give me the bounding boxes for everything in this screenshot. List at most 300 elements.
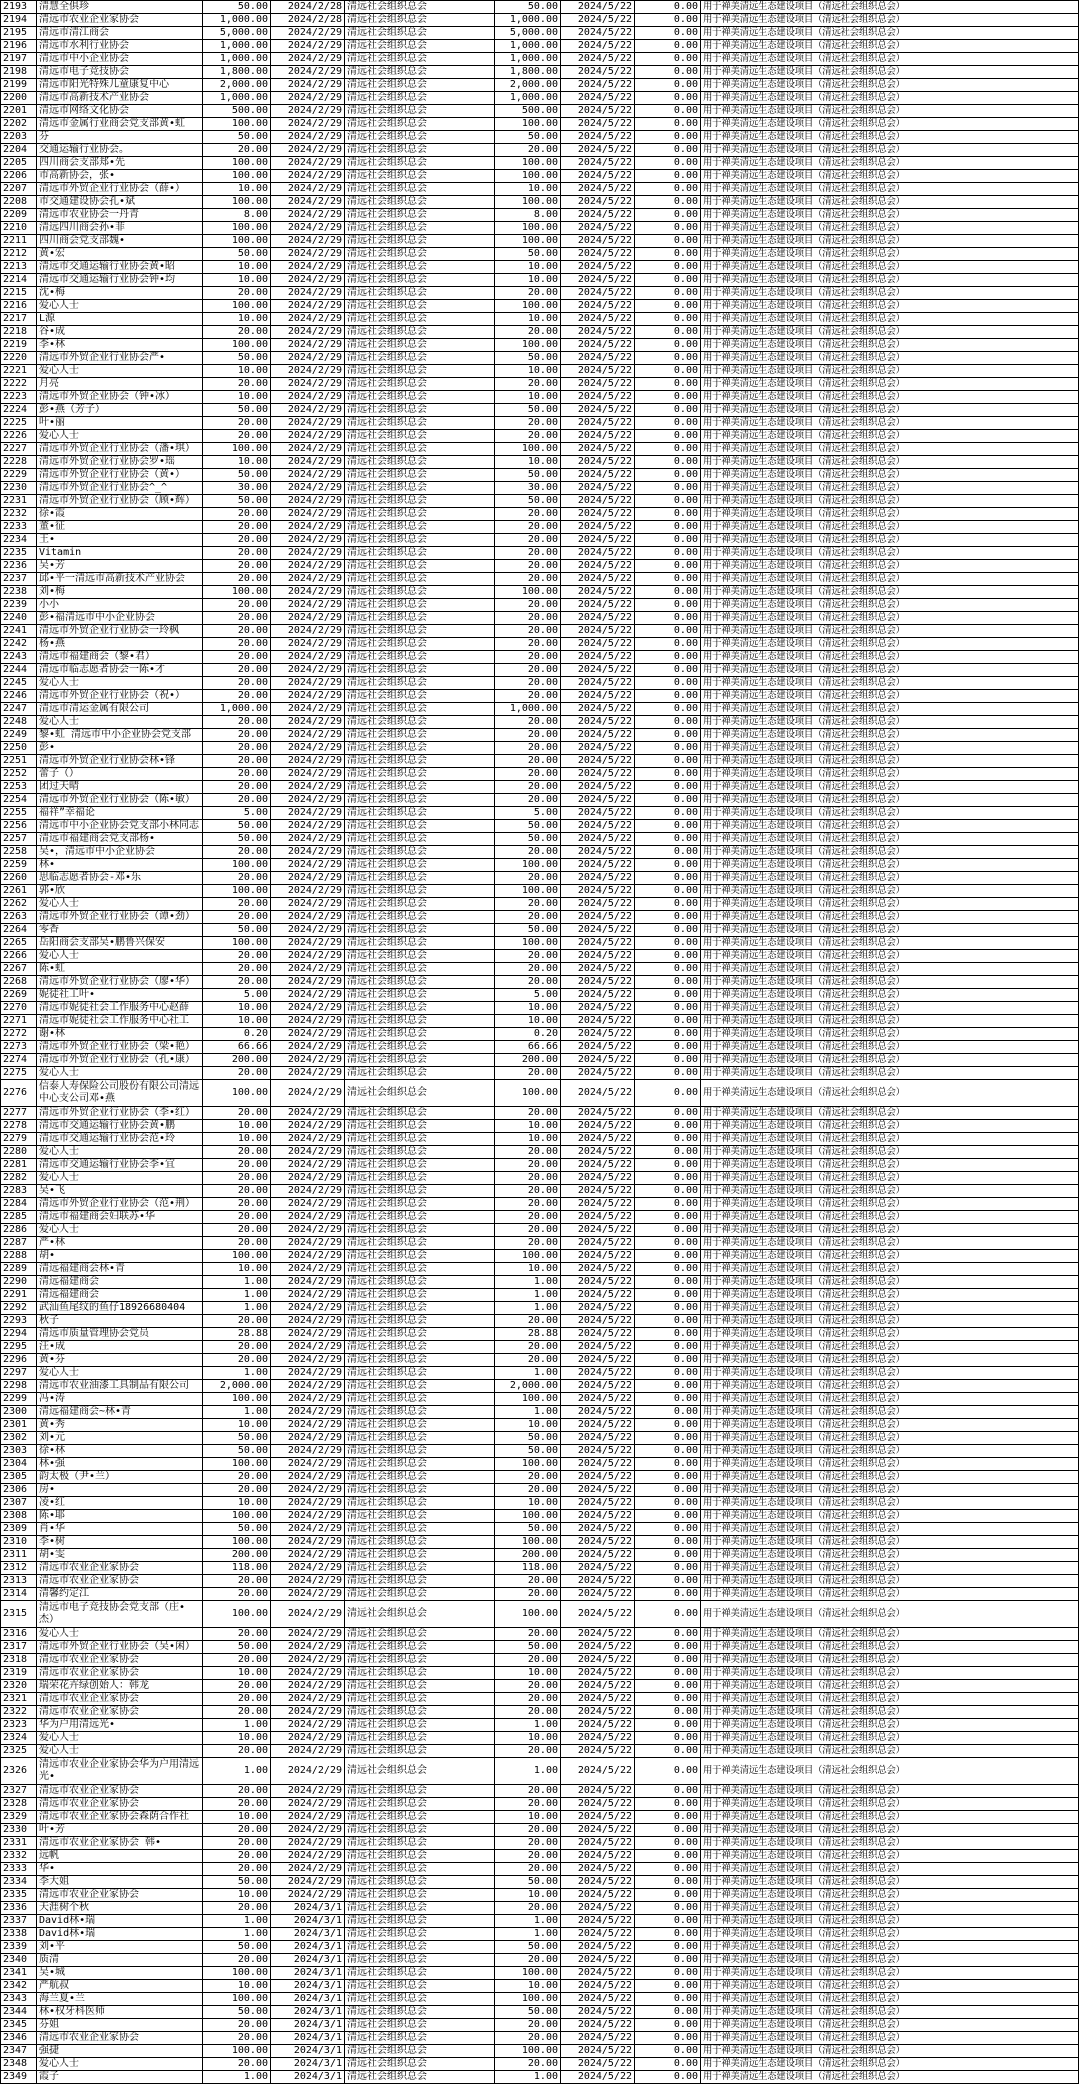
balance-cell: 0.00 [635, 144, 701, 157]
balance-cell: 0.00 [635, 495, 701, 508]
table-row [1, 1928, 1079, 1941]
donation-amount-cell: 100.00 [203, 118, 271, 131]
row-number-cell: 2271 [1, 1015, 37, 1028]
row-number-cell: 2226 [1, 430, 37, 443]
recipient-org-cell: 清远社会组织总会 [345, 1915, 495, 1928]
donor-name-cell: 爱心人士 [37, 1732, 203, 1745]
used-amount-cell: 10.00 [495, 1980, 561, 1993]
row-number-cell: 2272 [1, 1028, 37, 1041]
row-number-cell: 2223 [1, 391, 37, 404]
purpose-cell: 用于禅美清远生态建设项目（清远社会组织总会） [701, 2071, 1079, 2084]
row-number-cell: 2213 [1, 261, 37, 274]
recipient-org-cell: 清远社会组织总会 [345, 1641, 495, 1654]
purpose-cell: 用于禅美清远生态建设项目（清远社会组织总会） [701, 1758, 1079, 1785]
recipient-org-cell: 清远社会组织总会 [345, 1876, 495, 1889]
row-number-cell: 2280 [1, 1146, 37, 1159]
donation-amount-cell: 100.00 [203, 300, 271, 313]
recipient-org-cell: 清远社会组织总会 [345, 1315, 495, 1328]
use-date-cell: 2024/5/22 [561, 1562, 635, 1575]
table-row [1, 898, 1079, 911]
recipient-org-cell: 清远社会组织总会 [345, 1497, 495, 1510]
donor-name-cell: 谷•成 [37, 326, 203, 339]
recipient-org-cell: 清远社会组织总会 [345, 1798, 495, 1811]
row-number-cell: 2310 [1, 1536, 37, 1549]
use-date-cell: 2024/5/22 [561, 1915, 635, 1928]
donation-date-cell: 2024/2/29 [271, 443, 345, 456]
donor-name-cell: 华为户用清远光• [37, 1719, 203, 1732]
balance-cell: 0.00 [635, 1928, 701, 1941]
donor-name-cell: 郭•欣 [37, 885, 203, 898]
use-date-cell: 2024/5/22 [561, 118, 635, 131]
table-row [1, 742, 1079, 755]
donor-name-cell: 彭•福清远市中小企业协会 [37, 612, 203, 625]
used-amount-cell: 100.00 [495, 1510, 561, 1523]
donation-date-cell: 2024/2/29 [271, 508, 345, 521]
donation-date-cell: 2024/2/29 [271, 1837, 345, 1850]
table-row [1, 1120, 1079, 1133]
recipient-org-cell: 清远社会组织总会 [345, 703, 495, 716]
use-date-cell: 2024/5/22 [561, 1654, 635, 1667]
balance-cell: 0.00 [635, 1954, 701, 1967]
row-number-cell: 2227 [1, 443, 37, 456]
balance-cell: 0.00 [635, 1915, 701, 1928]
donation-amount-cell: 50.00 [203, 352, 271, 365]
use-date-cell: 2024/5/22 [561, 560, 635, 573]
donation-date-cell: 2024/2/29 [271, 1185, 345, 1198]
donor-name-cell: 李•林 [37, 339, 203, 352]
row-number-cell: 2209 [1, 209, 37, 222]
balance-cell: 0.00 [635, 859, 701, 872]
donation-amount-cell: 20.00 [203, 1863, 271, 1876]
use-date-cell: 2024/5/22 [561, 1120, 635, 1133]
used-amount-cell: 100.00 [495, 937, 561, 950]
balance-cell: 0.00 [635, 833, 701, 846]
donor-name-cell: 爱心人士 [37, 1224, 203, 1237]
used-amount-cell: 20.00 [495, 677, 561, 690]
donor-name-cell: 清远市电子竞技协会 [37, 66, 203, 79]
purpose-cell: 用于禅美清远生态建设项目（清远社会组织总会） [701, 1, 1079, 14]
donation-amount-cell: 28.88 [203, 1328, 271, 1341]
use-date-cell: 2024/5/22 [561, 2032, 635, 2045]
used-amount-cell: 100.00 [495, 1080, 561, 1107]
donor-name-cell: 严航叔 [37, 1980, 203, 1993]
used-amount-cell: 20.00 [495, 2019, 561, 2032]
use-date-cell: 2024/5/22 [561, 1993, 635, 2006]
donation-amount-cell: 10.00 [203, 1002, 271, 1015]
donation-amount-cell: 2,000.00 [203, 1380, 271, 1393]
donation-amount-cell: 50.00 [203, 404, 271, 417]
row-number-cell: 2239 [1, 599, 37, 612]
recipient-org-cell: 清远社会组织总会 [345, 1080, 495, 1107]
donation-date-cell: 2024/2/29 [271, 1562, 345, 1575]
used-amount-cell: 20.00 [495, 430, 561, 443]
used-amount-cell: 20.00 [495, 1628, 561, 1641]
donor-name-cell: 强捷 [37, 2045, 203, 2058]
purpose-cell: 用于禅美清远生态建设项目（清远社会组织总会） [701, 1107, 1079, 1120]
use-date-cell: 2024/5/22 [561, 352, 635, 365]
recipient-org-cell: 清远社会组织总会 [345, 1054, 495, 1067]
use-date-cell: 2024/5/22 [561, 1680, 635, 1693]
donor-name-cell: 清远市外贸企业行业协会（孔•康） [37, 1054, 203, 1067]
row-number-cell: 2344 [1, 2006, 37, 2019]
donor-name-cell: 清远市农业企业家协会 [37, 1693, 203, 1706]
donation-date-cell: 2024/2/29 [271, 456, 345, 469]
used-amount-cell: 20.00 [495, 547, 561, 560]
donation-date-cell: 2024/2/29 [271, 651, 345, 664]
table-row [1, 92, 1079, 105]
row-number-cell: 2204 [1, 144, 37, 157]
table-row [1, 1146, 1079, 1159]
donor-name-cell: 吴•飞 [37, 1185, 203, 1198]
row-number-cell: 2327 [1, 1785, 37, 1798]
used-amount-cell: 20.00 [495, 1484, 561, 1497]
balance-cell: 0.00 [635, 1067, 701, 1080]
donation-amount-cell: 10.00 [203, 1811, 271, 1824]
donor-name-cell: 瑞荣花卉绿创始人：韩龙 [37, 1680, 203, 1693]
purpose-cell: 用于禅美清远生态建设项目（清远社会组织总会） [701, 1276, 1079, 1289]
table-row [1, 27, 1079, 40]
row-number-cell: 2235 [1, 547, 37, 560]
recipient-org-cell: 清远社会组织总会 [345, 2071, 495, 2084]
table-row [1, 1015, 1079, 1028]
donation-amount-cell: 20.00 [203, 1341, 271, 1354]
recipient-org-cell: 清远社会组织总会 [345, 755, 495, 768]
recipient-org-cell: 清远社会组织总会 [345, 1263, 495, 1276]
recipient-org-cell: 清远社会组织总会 [345, 1824, 495, 1837]
used-amount-cell: 50.00 [495, 1, 561, 14]
table-row [1, 1980, 1079, 1993]
used-amount-cell: 2,000.00 [495, 79, 561, 92]
balance-cell: 0.00 [635, 105, 701, 118]
use-date-cell: 2024/5/22 [561, 1302, 635, 1315]
row-number-cell: 2315 [1, 1601, 37, 1628]
donation-amount-cell: 20.00 [203, 417, 271, 430]
recipient-org-cell: 清远社会组织总会 [345, 794, 495, 807]
donor-name-cell: L源 [37, 313, 203, 326]
purpose-cell: 用于禅美清远生态建设项目（清远社会组织总会） [701, 872, 1079, 885]
donor-name-cell: 清远市农业企业家协会 [37, 1785, 203, 1798]
row-number-cell: 2229 [1, 469, 37, 482]
table-row [1, 534, 1079, 547]
table-row [1, 859, 1079, 872]
used-amount-cell: 50.00 [495, 495, 561, 508]
use-date-cell: 2024/5/22 [561, 1067, 635, 1080]
donation-amount-cell: 100.00 [203, 1250, 271, 1263]
donation-date-cell: 2024/2/29 [271, 1380, 345, 1393]
balance-cell: 0.00 [635, 131, 701, 144]
row-number-cell: 2217 [1, 313, 37, 326]
used-amount-cell: 20.00 [495, 898, 561, 911]
row-number-cell: 2218 [1, 326, 37, 339]
donation-date-cell: 2024/2/29 [271, 1549, 345, 1562]
row-number-cell: 2247 [1, 703, 37, 716]
donor-name-cell: 李大姐 [37, 1876, 203, 1889]
recipient-org-cell: 清远社会组织总会 [345, 1588, 495, 1601]
recipient-org-cell: 清远社会组织总会 [345, 1993, 495, 2006]
table-row [1, 677, 1079, 690]
donation-date-cell: 2024/2/29 [271, 1263, 345, 1276]
table-row [1, 1002, 1079, 1015]
recipient-org-cell: 清远社会组织总会 [345, 248, 495, 261]
donation-date-cell: 2024/2/29 [271, 352, 345, 365]
row-number-cell: 2219 [1, 339, 37, 352]
donation-amount-cell: 500.00 [203, 105, 271, 118]
donor-name-cell: 清远市农业企业家协会 [37, 1798, 203, 1811]
purpose-cell: 用于禅美清远生态建设项目（清远社会组织总会） [701, 1302, 1079, 1315]
row-number-cell: 2237 [1, 573, 37, 586]
use-date-cell: 2024/5/22 [561, 508, 635, 521]
donation-amount-cell: 20.00 [203, 534, 271, 547]
row-number-cell: 2332 [1, 1850, 37, 1863]
table-row [1, 1484, 1079, 1497]
purpose-cell: 用于禅美清远生态建设项目（清远社会组织总会） [701, 1654, 1079, 1667]
donation-date-cell: 2024/2/29 [271, 313, 345, 326]
purpose-cell: 用于禅美清远生态建设项目（清远社会组织总会） [701, 1185, 1079, 1198]
row-number-cell: 2261 [1, 885, 37, 898]
donation-amount-cell: 20.00 [203, 1237, 271, 1250]
balance-cell: 0.00 [635, 482, 701, 495]
table-row [1, 1237, 1079, 1250]
donation-date-cell: 2024/2/29 [271, 664, 345, 677]
donation-date-cell: 2024/2/29 [271, 1419, 345, 1432]
recipient-org-cell: 清远社会组织总会 [345, 1146, 495, 1159]
balance-cell: 0.00 [635, 469, 701, 482]
balance-cell: 0.00 [635, 1497, 701, 1510]
purpose-cell: 用于禅美清远生态建设项目（清远社会组织总会） [701, 118, 1079, 131]
donation-date-cell: 2024/2/29 [271, 1054, 345, 1067]
donation-amount-cell: 1.00 [203, 1928, 271, 1941]
table-row [1, 66, 1079, 79]
ledger-body [1, 1, 1079, 2084]
table-row [1, 1967, 1079, 1980]
donation-amount-cell: 100.00 [203, 196, 271, 209]
table-row [1, 1406, 1079, 1419]
recipient-org-cell: 清远社会组织总会 [345, 144, 495, 157]
donor-name-cell: 爱心人士 [37, 430, 203, 443]
row-number-cell: 2283 [1, 1185, 37, 1198]
donation-amount-cell: 1.00 [203, 1758, 271, 1785]
donation-amount-cell: 100.00 [203, 1393, 271, 1406]
use-date-cell: 2024/5/22 [561, 638, 635, 651]
purpose-cell: 用于禅美清远生态建设项目（清远社会组织总会） [701, 924, 1079, 937]
use-date-cell: 2024/5/22 [561, 1536, 635, 1549]
use-date-cell: 2024/5/22 [561, 196, 635, 209]
purpose-cell: 用于禅美清远生态建设项目（清远社会组织总会） [701, 391, 1079, 404]
donation-date-cell: 2024/2/29 [271, 1889, 345, 1902]
recipient-org-cell: 清远社会组织总会 [345, 1628, 495, 1641]
donor-name-cell: 信泰人寿保险公司股份有限公司清远中心支公司邓•燕 [37, 1080, 203, 1107]
donation-amount-cell: 20.00 [203, 781, 271, 794]
used-amount-cell: 10.00 [495, 1667, 561, 1680]
recipient-org-cell: 清远社会组织总会 [345, 196, 495, 209]
donor-name-cell: 市高新协会，张• [37, 170, 203, 183]
table-row [1, 2071, 1079, 2084]
donor-name-cell: 团过天晴 [37, 781, 203, 794]
purpose-cell: 用于禅美清远生态建设项目（清远社会组织总会） [701, 1850, 1079, 1863]
balance-cell: 0.00 [635, 378, 701, 391]
balance-cell: 0.00 [635, 781, 701, 794]
donation-date-cell: 2024/3/1 [271, 1915, 345, 1928]
used-amount-cell: 20.00 [495, 625, 561, 638]
recipient-org-cell: 清远社会组织总会 [345, 534, 495, 547]
donation-amount-cell: 10.00 [203, 391, 271, 404]
balance-cell: 0.00 [635, 1133, 701, 1146]
table-row [1, 1185, 1079, 1198]
balance-cell: 0.00 [635, 1041, 701, 1054]
row-number-cell: 2291 [1, 1289, 37, 1302]
donation-date-cell: 2024/3/1 [271, 2058, 345, 2071]
used-amount-cell: 5,000.00 [495, 27, 561, 40]
balance-cell: 0.00 [635, 1575, 701, 1588]
purpose-cell: 用于禅美清远生态建设项目（清远社会组织总会） [701, 1497, 1079, 1510]
recipient-org-cell: 清远社会组织总会 [345, 1406, 495, 1419]
donation-date-cell: 2024/2/29 [271, 209, 345, 222]
donor-name-cell: 交通运输行业协会。 [37, 144, 203, 157]
purpose-cell: 用于禅美清远生态建设项目（清远社会组织总会） [701, 183, 1079, 196]
used-amount-cell: 10.00 [495, 1419, 561, 1432]
recipient-org-cell: 清远社会组织总会 [345, 976, 495, 989]
row-number-cell: 2308 [1, 1510, 37, 1523]
used-amount-cell: 50.00 [495, 1445, 561, 1458]
used-amount-cell: 20.00 [495, 1785, 561, 1798]
used-amount-cell: 50.00 [495, 1523, 561, 1536]
donation-amount-cell: 20.00 [203, 508, 271, 521]
table-row [1, 1133, 1079, 1146]
used-amount-cell: 50.00 [495, 131, 561, 144]
table-row [1, 1562, 1079, 1575]
used-amount-cell: 20.00 [495, 729, 561, 742]
used-amount-cell: 100.00 [495, 443, 561, 456]
used-amount-cell: 10.00 [495, 1497, 561, 1510]
row-number-cell: 2282 [1, 1172, 37, 1185]
donation-date-cell: 2024/2/29 [271, 469, 345, 482]
purpose-cell: 用于禅美清远生态建设项目（清远社会组织总会） [701, 443, 1079, 456]
donor-name-cell: 爱心人士 [37, 898, 203, 911]
recipient-org-cell: 清远社会组织总会 [345, 118, 495, 131]
used-amount-cell: 10.00 [495, 1889, 561, 1902]
table-row [1, 612, 1079, 625]
table-row [1, 1250, 1079, 1263]
table-row [1, 1706, 1079, 1719]
row-number-cell: 2292 [1, 1302, 37, 1315]
recipient-org-cell: 清远社会组织总会 [345, 1980, 495, 1993]
used-amount-cell: 10.00 [495, 1263, 561, 1276]
donation-amount-cell: 1.00 [203, 1302, 271, 1315]
donation-amount-cell: 5.00 [203, 989, 271, 1002]
use-date-cell: 2024/5/22 [561, 937, 635, 950]
donation-amount-cell: 1,800.00 [203, 66, 271, 79]
use-date-cell: 2024/5/22 [561, 66, 635, 79]
donor-name-cell: 严•林 [37, 1237, 203, 1250]
recipient-org-cell: 清远社会组织总会 [345, 1745, 495, 1758]
used-amount-cell: 20.00 [495, 1146, 561, 1159]
table-row [1, 248, 1079, 261]
donation-amount-cell: 100.00 [203, 586, 271, 599]
donation-date-cell: 2024/2/28 [271, 14, 345, 27]
use-date-cell: 2024/5/22 [561, 1575, 635, 1588]
purpose-cell: 用于禅美清远生态建设项目（清远社会组织总会） [701, 274, 1079, 287]
recipient-org-cell: 清远社会组织总会 [345, 690, 495, 703]
donation-date-cell: 2024/2/29 [271, 131, 345, 144]
balance-cell: 0.00 [635, 1289, 701, 1302]
table-row [1, 1641, 1079, 1654]
balance-cell: 0.00 [635, 1811, 701, 1824]
balance-cell: 0.00 [635, 2032, 701, 2045]
donor-name-cell: 清远市外贸企业行业协会（顾•辉） [37, 495, 203, 508]
row-number-cell: 2281 [1, 1159, 37, 1172]
donation-amount-cell: 10.00 [203, 365, 271, 378]
donation-amount-cell: 20.00 [203, 1706, 271, 1719]
donation-date-cell: 2024/2/29 [271, 963, 345, 976]
purpose-cell: 用于禅美清远生态建设项目（清远社会组织总会） [701, 768, 1079, 781]
used-amount-cell: 1,000.00 [495, 40, 561, 53]
row-number-cell: 2320 [1, 1680, 37, 1693]
purpose-cell: 用于禅美清远生态建设项目（清远社会组织总会） [701, 1159, 1079, 1172]
donation-amount-cell: 100.00 [203, 1510, 271, 1523]
donation-date-cell: 2024/2/29 [271, 196, 345, 209]
donation-amount-cell: 20.00 [203, 1680, 271, 1693]
used-amount-cell: 20.00 [495, 573, 561, 586]
purpose-cell: 用于禅美清远生态建设项目（清远社会组织总会） [701, 339, 1079, 352]
table-row [1, 1863, 1079, 1876]
row-number-cell: 2196 [1, 40, 37, 53]
table-row [1, 300, 1079, 313]
donation-date-cell: 2024/2/29 [271, 300, 345, 313]
used-amount-cell: 20.00 [495, 664, 561, 677]
donation-date-cell: 2024/2/29 [271, 1198, 345, 1211]
row-number-cell: 2346 [1, 2032, 37, 2045]
balance-cell: 0.00 [635, 1211, 701, 1224]
recipient-org-cell: 清远社会组织总会 [345, 1250, 495, 1263]
donation-date-cell: 2024/2/29 [271, 1811, 345, 1824]
donation-date-cell: 2024/2/29 [271, 261, 345, 274]
used-amount-cell: 50.00 [495, 1432, 561, 1445]
balance-cell: 0.00 [635, 807, 701, 820]
purpose-cell: 用于禅美清远生态建设项目（清远社会组织总会） [701, 703, 1079, 716]
table-row [1, 1837, 1079, 1850]
row-number-cell: 2269 [1, 989, 37, 1002]
donor-name-cell: 华• [37, 1863, 203, 1876]
row-number-cell: 2296 [1, 1354, 37, 1367]
purpose-cell: 用于禅美清远生态建设项目（清远社会组织总会） [701, 1601, 1079, 1628]
donation-date-cell: 2024/2/29 [271, 716, 345, 729]
table-row [1, 495, 1079, 508]
balance-cell: 0.00 [635, 1432, 701, 1445]
purpose-cell: 用于禅美清远生态建设项目（清远社会组织总会） [701, 508, 1079, 521]
use-date-cell: 2024/5/22 [561, 651, 635, 664]
table-row [1, 729, 1079, 742]
use-date-cell: 2024/5/22 [561, 794, 635, 807]
donation-amount-cell: 20.00 [203, 326, 271, 339]
donor-name-cell: 黎•虹 清远市中小企业协会党支部 [37, 729, 203, 742]
recipient-org-cell: 清远社会组织总会 [345, 365, 495, 378]
table-row [1, 430, 1079, 443]
donation-date-cell: 2024/2/29 [271, 1719, 345, 1732]
used-amount-cell: 20.00 [495, 1954, 561, 1967]
donor-name-cell: 清远市妮徒社会工作服务中心赵薛 [37, 1002, 203, 1015]
balance-cell: 0.00 [635, 1080, 701, 1107]
use-date-cell: 2024/5/22 [561, 846, 635, 859]
row-number-cell: 2294 [1, 1328, 37, 1341]
recipient-org-cell: 清远社会组织总会 [345, 1237, 495, 1250]
donation-amount-cell: 20.00 [203, 287, 271, 300]
use-date-cell: 2024/5/22 [561, 820, 635, 833]
table-row [1, 1811, 1079, 1824]
donation-amount-cell: 100.00 [203, 1967, 271, 1980]
row-number-cell: 2233 [1, 521, 37, 534]
recipient-org-cell: 清远社会组织总会 [345, 157, 495, 170]
table-row [1, 1367, 1079, 1380]
